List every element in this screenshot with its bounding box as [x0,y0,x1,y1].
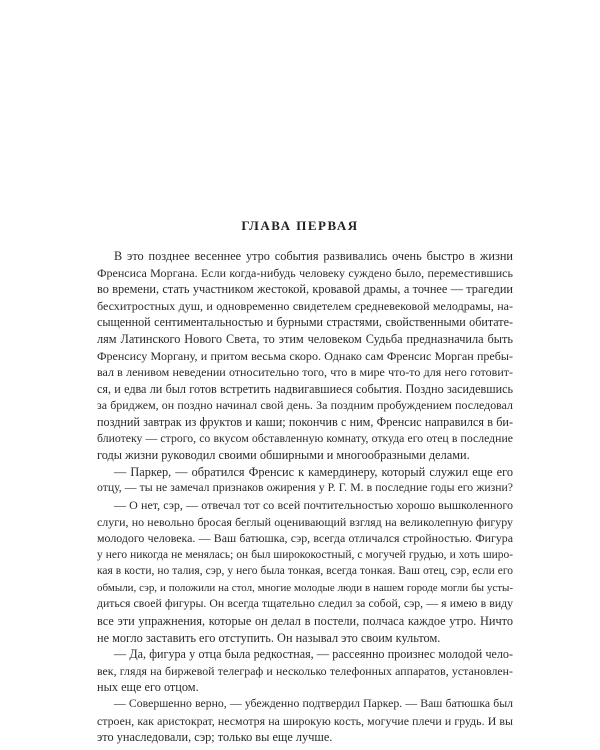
text-line: Френсиса Моргана. Если когда-нибудь человеку суждено было, переместившись [97,265,513,280]
text-line: век, глядя на биржевой телеграф и несколько телефонных аппаратов, установлен- [97,663,513,678]
text-line: вал в ленивом неведении относительно того, что в мире что-то для него готовит- [97,365,513,380]
text-line: сыщенной сентиментальностью и бурными страстями, свойственными обитате- [97,315,513,330]
body-text [97,248,513,746]
text-line: блиотеку — строго, со вкусом обставленную комнату, откуда его отец в последние [97,431,513,445]
text-line: за бриджем, он поздно начинал свой день. За поздним пробуждением последовал [97,398,513,413]
text-line: поздний завтрак из фруктов и каши; покончив с ним, Френсис направился в би- [97,414,513,429]
text-line: — О нет, сэр, — отвечал тот со всей почтительностью хорошо вышколенного [114,497,513,512]
text-line: во времени, стать участником жестокой, кровавой драмы, а точнее — трагедии [97,282,513,297]
text-line: не могло заставить его отступить. Он называл это своим культом. [97,630,441,645]
text-line: обмыли, сэр, и положили на стол, многие молодые люди в нашем городе могли бы усты- [97,581,513,594]
text-line: строен, как аристократ, несмотря на широкую кость, могучие плечи и грудь. И вы [97,713,513,728]
text-line: — Совершенно верно, — убежденно подтвердил Паркер. — Ваш батюшка был [114,697,513,711]
text-line: ся, и едва ли был готов встретить надвигавшиеся события. Поздно засидевшись [97,381,513,396]
text-line: бесхитростных душ, и одновременно свидетелем средневековой мелодрамы, на- [97,298,513,313]
text-line: диться своей фигуры. Он всегда тщательно следил за собой, сэр, — я имею в виду [97,597,513,611]
text-line: — Да, фигура у отца была редкостная, — рассеянно произнес молодой чело- [114,647,513,662]
text-line: В это позднее весеннее утро события развивались очень быстро в жизни [114,249,513,263]
text-line: все эти упражнения, которые он делал в постели, полчаса каждое утро. Ничто [97,614,513,629]
text-line: это унаследовали, сэр; только вы еще лучше. [97,730,333,745]
text-line: лям Латинского Нового Света, то этим человеком Судьба предназначила быть [97,331,513,346]
text-line: кая в кости, но талия, сэр, у него была тонкая, всегда тонкая. Ваш отец, сэр, если его [97,565,513,578]
text-line: — Паркер, — обратился Френсис к камердинеру, который служил еще его [114,464,513,479]
text-line: отцу, — ты не замечал признаков ожирения у Р. Г. М. в последние годы его жизни? [97,481,513,495]
chapter-title: ГЛАВА ПЕРВАЯ [241,218,359,233]
text-line: слуги, но невольно бросая беглый оценивающий взгляд на великолепную фигуру [97,514,513,529]
text-line: молодого человека. — Ваш батюшка, сэр, всегда отличался стройностью. Фигура [97,531,513,546]
text-line: годы жизни руководил своими обширными и многообразными делами. [97,448,470,463]
text-line: у него никогда не менялась; он был ширококостный, с могучей грудью, и хоть широ- [97,548,513,561]
text-line: ных еще его отцом. [97,680,199,695]
text-line: Френсису Моргану, и притом весьма скоро. Однако сам Френсис Морган пребы- [97,348,513,363]
